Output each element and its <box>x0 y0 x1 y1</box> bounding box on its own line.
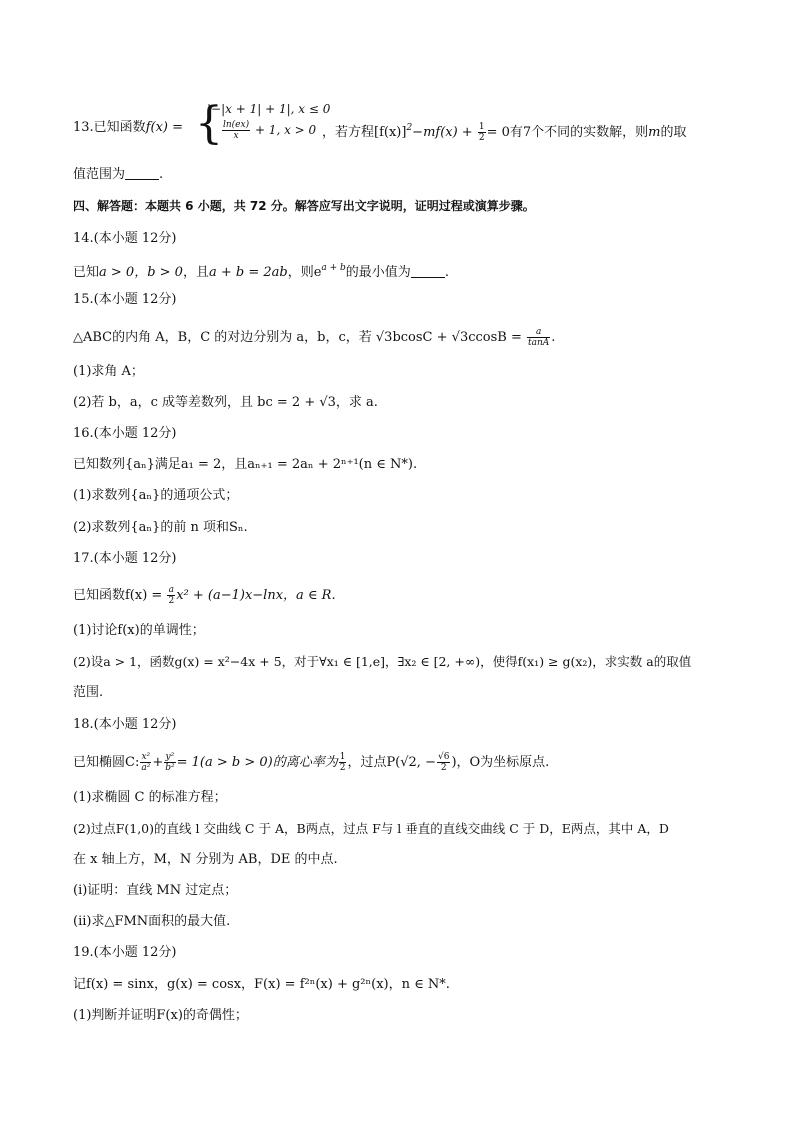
q13-cond-a: ，若方程[f(x)] <box>322 125 407 140</box>
q14-a: 已知 <box>73 265 100 280</box>
q19-head: 19.(本小题 12分) <box>73 945 177 960</box>
q15-b: . <box>551 330 556 345</box>
q16-p1: (1)求数列{aₙ}的通项公式； <box>73 488 239 503</box>
q14-stem <box>73 258 449 283</box>
q13-cond-e: m <box>648 125 661 140</box>
q14-e: ，则e <box>287 265 322 280</box>
q18-x-num: x² <box>141 752 151 762</box>
q14-head: 14.(本小题 12分) <box>73 231 177 246</box>
q13-line1 <box>73 118 183 138</box>
q13-line2-end: . <box>159 167 164 182</box>
q17-stem-b: x² + (a−1)x−lnx，a ∈ R. <box>176 588 336 603</box>
q18-p1: (1)求椭圆 C 的标准方程； <box>73 790 227 805</box>
q18-stem-c: ，过点P(√2, − <box>347 755 436 770</box>
q19-p1: (1)判断并证明F(x)的奇偶性； <box>73 1008 248 1023</box>
q16-stem: 已知数列{aₙ}满足a₁ = 2，且aₙ₊₁ = 2aₙ + 2ⁿ⁺¹(n ∈ N*). <box>73 457 418 472</box>
q13-half-den: 2 <box>478 133 485 143</box>
q18-pii: (ii)求△FMN面积的最大值. <box>73 914 231 929</box>
q15-a: △ABC的内角 A，B，C 的对边分别为 a，b，c，若 √3bcosC + √3ccosB = <box>73 330 522 345</box>
q15-p2: (2)若 b，a，c 成等差数列，且 bc = 2 + √3，求 a. <box>73 395 378 410</box>
section4-header: 四、解答题：本题共 6 小题，共 72 分。解答应写出文字说明，证明过程或演算步骤。 <box>73 199 535 213</box>
q15-stem <box>73 327 555 348</box>
q18-p2: (2)过点F(1,0)的直线 l 交曲线 C 于 A，B两点，过点 F与 l 垂直的直线交曲线 C 于 D，E两点，其中 A，D <box>73 821 669 836</box>
q16-p2: (2)求数列{aₙ}的前 n 项和Sₙ. <box>73 520 248 535</box>
q14-b: a > 0，b > 0 <box>99 265 183 280</box>
q15-frac-num: a <box>527 327 550 338</box>
q15-frac-den: tanA <box>528 338 550 348</box>
q18-x-den: a² <box>141 763 151 773</box>
q18-stem <box>73 752 549 773</box>
q18-y-num: y² <box>165 752 175 762</box>
q18-stem-d: )，O为坐标原点. <box>451 755 550 770</box>
q18-p2b: 在 x 轴上方，M，N 分别为 AB，DE 的中点. <box>73 852 338 867</box>
q13-piecewise <box>195 98 335 149</box>
q17-frac-den: 2 <box>168 596 175 606</box>
q17-p1: (1)讨论f(x)的单调性； <box>73 623 205 638</box>
q14-h: . <box>444 265 449 280</box>
q18-y-den: b² <box>165 763 175 773</box>
q13-line2 <box>73 165 163 185</box>
q18-e-den: 2 <box>339 763 346 773</box>
q17-frac-num: a <box>168 585 174 595</box>
q17-stem-a: 已知函数f(x) = <box>73 588 163 603</box>
q13-case2-den: x <box>233 131 239 141</box>
q18-p-num: √6 <box>437 752 450 762</box>
q15-head: 15.(本小题 12分) <box>73 292 177 307</box>
q17-p2b: 范围. <box>73 685 104 700</box>
q13-case2-num: ln(ex) <box>223 120 250 130</box>
q13-case2-rest: + 1, x > 0 <box>254 123 317 137</box>
q13-brace: { <box>195 98 223 149</box>
q13-line1-tail <box>322 118 687 143</box>
q17-head: 17.(本小题 12分) <box>73 551 177 566</box>
q18-pi: (i)证明：直线 MN 过定点； <box>73 883 238 898</box>
q18-plus: + <box>152 755 164 770</box>
q13-line2-text: 值范围为 <box>73 167 126 182</box>
q18-stem-a: 已知椭圆C: <box>73 755 140 770</box>
q13-cond-b: 2 <box>406 123 413 133</box>
q13-cond-d: = 0有7个不同的实数解，则 <box>486 125 649 140</box>
q14-d: a + b = 2ab <box>208 265 288 280</box>
q17-stem <box>73 585 336 606</box>
q13-func: f(x) = <box>145 120 183 135</box>
q18-stem-b: = 1(a > b > 0)的离心率为 <box>176 755 338 770</box>
q14-f: a + b <box>321 263 346 273</box>
q13-prefix: 13.已知函数 <box>73 120 146 135</box>
q13-answer-blank <box>125 167 159 180</box>
q18-head: 18.(本小题 12分) <box>73 717 177 732</box>
q13-cond-c: −mf(x) + <box>412 125 473 140</box>
q17-p2: (2)设a > 1，函数g(x) = x²−4x + 5，对于∀x₁ ∈ [1,e]，∃x₂ ∈ [2, +∞)，使得f(x₁) ≥ g(x₂)，求实数 a的取值 <box>73 654 692 669</box>
q13-cond-f: 的取 <box>660 125 687 140</box>
q13-half-num: 1 <box>478 122 485 132</box>
q18-e-num: 1 <box>339 752 346 762</box>
q18-p-den: 2 <box>440 763 447 773</box>
q16-head: 16.(本小题 12分) <box>73 426 177 441</box>
q13-case1: |−|x + 1| + 1|, x ≤ 0 <box>207 102 331 116</box>
q15-p1: (1)求角 A； <box>73 364 144 379</box>
q14-answer-blank <box>411 265 445 278</box>
q19-stem: 记f(x) = sinx，g(x) = cosx，F(x) = f²ⁿ(x) + g²ⁿ(x)，n ∈ N*. <box>73 977 450 992</box>
q14-c: ，且 <box>182 265 209 280</box>
q13-case2 <box>221 120 316 141</box>
q14-g: 的最小值为 <box>345 265 411 280</box>
